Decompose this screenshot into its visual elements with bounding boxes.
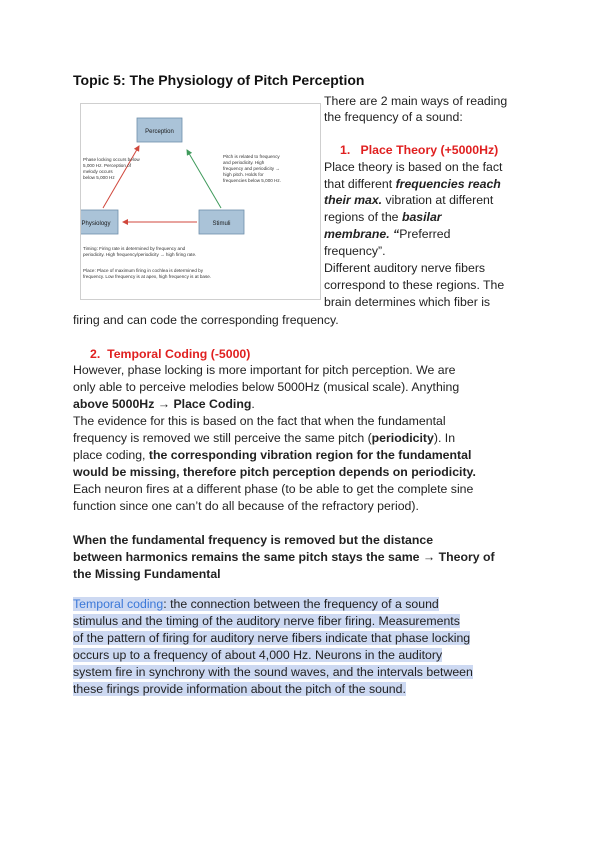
definition-line: system fire in synchrony with the sound waves, and the intervals between [73,665,473,679]
svg-text:melody occurs: melody occurs [83,169,113,174]
svg-text:frequency and periodicity →: frequency and periodicity → [223,166,280,171]
heading-text: Temporal Coding (-5000) [107,347,251,361]
perception-label: Perception [145,129,174,135]
svg-text:Pitch is related to frequency: Pitch is related to frequency [223,154,280,159]
temporal-coding-term: Temporal coding [73,597,164,611]
right-note [223,154,281,183]
text-line: Different auditory nerve fibers [324,261,486,275]
stimuli-to-perception-arrow [187,150,221,208]
svg-text:Timing: Firing rate is determi: Timing: Firing rate is determined by frequency and [83,246,186,251]
text-line: regions of the basilar [324,210,442,224]
text-line: place coding, the corresponding vibration region for the fundamental [73,448,472,462]
definition-line: these firings provide information about the pitch of the sound. [73,682,406,696]
text-line: correspond to these regions. The [324,278,505,292]
svg-text:periodicity. High frequency/pe: periodicity. High frequency/periodicity → high firing rate. [83,252,197,257]
pitch-perception-figure [80,103,321,300]
emphasis: membrane. “ [324,227,400,241]
place-note [83,268,211,279]
emphasis: periodicity [371,431,434,445]
place-theory-heading [340,142,498,158]
triangle-diagram [81,104,320,299]
svg-text:high pitch. Holds for: high pitch. Holds for [223,172,264,177]
emphasis: basilar [401,210,442,224]
definition-line: occurs up to a frequency of about 4,000 Hz. Neurons in the auditory [73,648,443,662]
text-line: Each neuron fires at a different phase (to be able to get the complete sine [73,482,474,496]
text-line: The evidence for this is based on the fact that when the fundamental [73,414,446,428]
text-line: firing and can code the corresponding frequency. [73,313,339,327]
left-note [83,157,140,180]
missing-fundamental-line: between harmonics remains the same pitch stays the same → Theory of [73,550,495,564]
emphasis: their max. [324,193,383,207]
timing-note [83,246,196,257]
svg-text:Place: Place of maximum firing: Place: Place of maximum firing in cochlea is determined by [83,268,204,273]
temporal-coding-heading [90,346,250,362]
svg-text:frequencies below 5,000 Hz.: frequencies below 5,000 Hz. [223,178,281,183]
intro-line: the frequency of a sound: [324,110,463,124]
text-line: only able to perceive melodies below 5000Hz (musical scale). Anything [73,380,460,394]
svg-text:frequency. Low frequency is at: frequency. Low frequency is at apex, high frequency is at base. [83,274,212,279]
list-number: 1. [340,143,351,157]
missing-fundamental-line: When the fundamental frequency is removed but the distance [73,533,434,547]
emphasis: the corresponding vibration region for the fundamental [148,448,472,462]
text-line [73,464,476,480]
emphasis: frequencies reach [395,177,501,191]
svg-text:below 5,000 Hz: below 5,000 Hz [83,175,115,180]
physiology-label: Physiology [81,221,111,227]
svg-text:5,000 Hz. Perception of: 5,000 Hz. Perception of [83,163,132,168]
definition-line: stimulus and the timing of the auditory nerve fiber firing. Measurements [73,614,460,628]
page-title: Topic 5: The Physiology of Pitch Perception [73,72,365,88]
svg-text:and periodicity. High: and periodicity. High [223,160,265,165]
text-line: Place theory is based on the fact [324,160,503,174]
definition-line: of the pattern of firing for auditory nerve fibers indicate that phase locking [73,631,471,645]
emphasis: would be missing, therefore pitch perception depends on periodicity. [73,465,476,479]
text-line: their max. vibration at different [324,193,494,207]
text-line: frequency is removed we still perceive the same pitch (periodicity). In [73,431,456,445]
text-line: However, phase locking is more important for pitch perception. We are [73,363,456,377]
missing-fundamental-line: the Missing Fundamental [73,567,221,581]
svg-text:Phase locking occurs below: Phase locking occurs below [83,157,140,162]
text-line: frequency”. [324,244,386,258]
text-line: membrane. “Preferred [324,227,451,241]
text-line: function since one can’t do all because of the refractory period). [73,499,419,513]
text-line: that different frequencies reach [324,177,501,191]
stimuli-label: Stimuli [212,221,231,227]
heading-text: Place Theory (+5000Hz) [360,143,499,157]
text-line: brain determines which fiber is [324,295,491,309]
text-line: above 5000Hz → Place Coding. [73,397,255,411]
intro-line: There are 2 main ways of reading [324,94,508,108]
list-number: 2. [90,347,101,361]
definition-line: Temporal coding: the connection between the frequency of a sound [73,597,439,611]
emphasis: above 5000Hz → Place Coding [73,397,252,411]
